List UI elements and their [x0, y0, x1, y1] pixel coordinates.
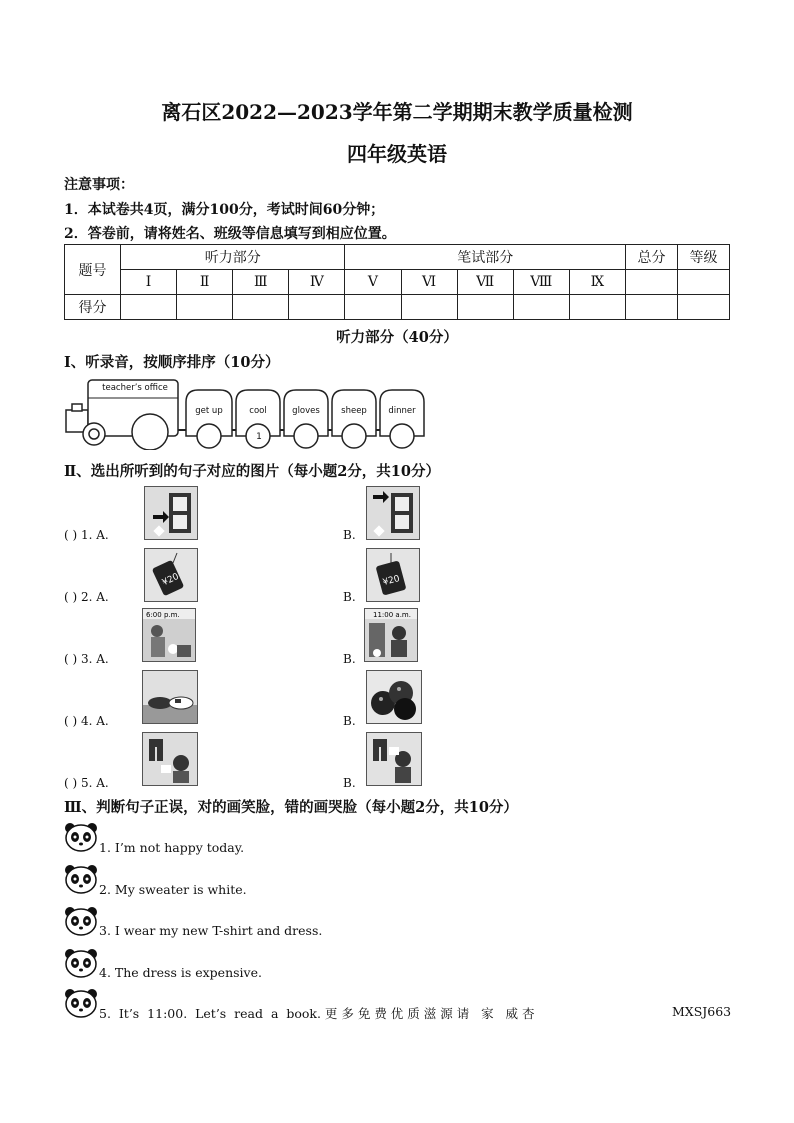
question-3-b: B. [343, 652, 356, 666]
svg-text:¥20: ¥20 [160, 571, 181, 589]
train-car-label: cool [249, 406, 267, 416]
question-2-label: ( ) 2. A. [64, 590, 109, 604]
statement-4: 4. The dress is expensive. [99, 965, 262, 980]
score-cell[interactable] [513, 295, 569, 320]
panda-face-icon[interactable] [64, 906, 98, 936]
q3-picture-a[interactable] [142, 608, 196, 662]
question-5-b: B. [343, 776, 356, 790]
numeral-cell: Ⅶ [457, 270, 513, 295]
panda-face-icon[interactable] [64, 864, 98, 894]
score-cell[interactable] [233, 295, 289, 320]
q2-picture-b[interactable] [366, 548, 420, 602]
question-1-label: ( ) 1. A. [64, 528, 109, 542]
grade-header: 等级 [678, 245, 730, 270]
question-1-b: B. [343, 528, 356, 542]
section3-heading: Ⅲ、判断句子正误，对的画笑脸，错的画哭脸（每小题2分，共10分） [64, 799, 518, 816]
q3-picture-b[interactable] [364, 608, 418, 662]
q3-clock-a: 6:00 p.m. [146, 611, 180, 619]
score-cell[interactable] [678, 295, 730, 320]
panda-face-icon[interactable] [64, 948, 98, 978]
numeral-cell: Ⅱ [177, 270, 233, 295]
sample-answer: 1 [256, 432, 262, 442]
statement-1: 1. I’m not happy today. [99, 840, 245, 855]
grade-cell[interactable] [678, 270, 730, 295]
q5-picture-a[interactable] [142, 732, 198, 786]
q1-picture-b[interactable] [366, 486, 420, 540]
question-5-label: ( ) 5. A. [64, 776, 109, 790]
question-4-label: ( ) 4. A. [64, 714, 109, 728]
score-table [64, 244, 730, 320]
listening-header: 听力部分 [121, 245, 345, 270]
numeral-cell: Ⅷ [513, 270, 569, 295]
writing-header: 笔试部分 [345, 245, 626, 270]
total-header: 总分 [626, 245, 678, 270]
notes-heading: 注意事项： [64, 177, 134, 193]
statement-5: 5. It’s 11:00. Let’s read a book. 更 多 免 费 优 质 滋 源 请 家 威 杏 [99, 1006, 535, 1021]
q4-picture-b[interactable] [366, 670, 422, 724]
train-car-label: gloves [292, 406, 320, 416]
score-cell[interactable] [121, 295, 177, 320]
numeral-cell: Ⅵ [401, 270, 457, 295]
q4-picture-a[interactable] [142, 670, 198, 724]
question-3-label: ( ) 3. A. [64, 652, 109, 666]
score-cell[interactable] [569, 295, 625, 320]
footer-code: MXSJ663 [672, 1004, 732, 1019]
col-question-number: 题号 [65, 245, 121, 295]
q2-picture-a[interactable] [144, 548, 198, 602]
train-car-label: sheep [341, 406, 367, 416]
score-cell[interactable] [345, 295, 401, 320]
page-title: 离石区2022—2023学年第二学期期末教学质量检测 [161, 100, 633, 124]
train-engine-label: teacher’s office [102, 383, 168, 393]
svg-text:¥20: ¥20 [381, 573, 401, 589]
question-4-b: B. [343, 714, 356, 728]
statement-3: 3. I wear my new T-shirt and dress. [99, 923, 323, 938]
score-cell[interactable] [457, 295, 513, 320]
score-cell[interactable] [177, 295, 233, 320]
notes-item-2: 2．答卷前，请将姓名、班级等信息填写到相应位置。 [64, 226, 396, 242]
section2-heading: Ⅱ、选出所听到的句子对应的图片（每小题2分，共10分） [64, 463, 440, 480]
numeral-cell: Ⅸ [569, 270, 625, 295]
score-cell[interactable] [401, 295, 457, 320]
section1-heading: Ⅰ、听录音，按顺序排序（10分） [64, 354, 280, 371]
q1-picture-a[interactable] [144, 486, 198, 540]
numeral-cell: Ⅴ [345, 270, 401, 295]
numeral-cell: Ⅳ [289, 270, 345, 295]
panda-face-icon[interactable] [64, 822, 98, 852]
numeral-cell: Ⅰ [121, 270, 177, 295]
train-car-label: dinner [388, 406, 416, 416]
q5-picture-b[interactable] [366, 732, 422, 786]
question-2-b: B. [343, 590, 356, 604]
score-row-label: 得分 [65, 295, 121, 320]
listening-section-heading: 听力部分（40分） [336, 329, 458, 346]
panda-face-icon[interactable] [64, 988, 98, 1018]
numeral-cell: Ⅲ [233, 270, 289, 295]
total-cell[interactable] [626, 270, 678, 295]
score-cell[interactable] [289, 295, 345, 320]
q3-clock-b: 11:00 a.m. [373, 611, 411, 619]
notes-item-1: 1．本试卷共4页，满分100分，考试时间60分钟； [64, 202, 385, 218]
statement-2: 2. My sweater is white. [99, 882, 247, 897]
page-subtitle: 四年级英语 [347, 142, 447, 166]
train-car-label: get up [195, 406, 223, 416]
score-cell[interactable] [626, 295, 678, 320]
